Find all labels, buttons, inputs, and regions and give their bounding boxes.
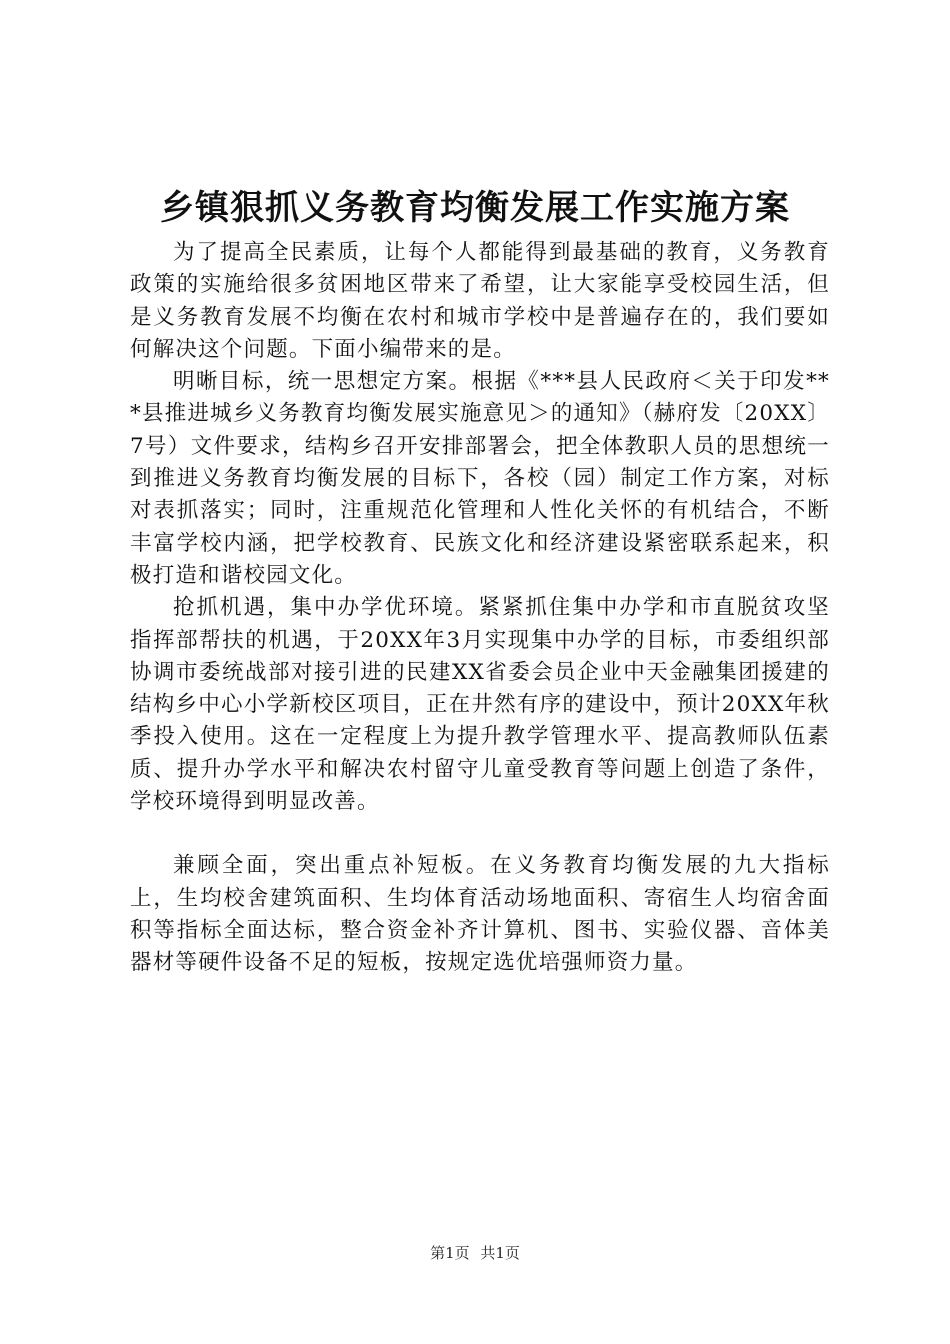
page-number: 第1页 [430,1244,470,1262]
paragraph-intro: 为了提高全民素质，让每个人都能得到最基础的教育，义务教育政策的实施给很多贫困地区带来了希望，让大家能享受校园生活，但是义务教育发展不均衡在农村和城市学校中是普遍存在的，我们要如何解决这个问题。下面小编带来的是。 [130,240,830,362]
page-footer [0,1243,950,1263]
document-title: 乡镇狠抓义务教育均衡发展工作实施方案 [160,188,790,228]
paragraph-goals: 明晰目标，统一思想定方案。根据《***县人民政府＜关于印发***县推进城乡义务教育均衡发展实施意见＞的通知》（赫府发〔20XX〕7号）文件要求，结构乡召开安排部署会，把全体教职人员的思想统一到推进义务教育均衡发展的目标下，各校（园）制定工作方案，对标对表抓落实；同时，注重规范化管理和人性化关怀的有机结合，不断丰富学校内涵，把学校教育、民族文化和经济建设紧密联系起来，积极打造和谐校园文化。 [130,369,830,588]
page-total: 共1页 [480,1244,520,1262]
paragraph-opportunity: 抢抓机遇，集中办学优环境。紧紧抓住集中办学和市直脱贫攻坚指挥部帮扶的机遇，于20XX年3月实现集中办学的目标，市委组织部协调市委统战部对接引进的民建XX省委会员企业中天金融集团援建的结构乡中心小学新校区项目，正在井然有序的建设中，预计20XX年秋季投入使用。这在一定程度上为提升教学管理水平、提高教师队伍素质、提升办学水平和解决农村留守儿童受教育等问题上创造了条件，学校环境得到明显改善。 [130,595,830,815]
document-body [130,237,830,980]
paragraph-shortcomings: 兼顾全面，突出重点补短板。在义务教育均衡发展的九大指标上，生均校舍建筑面积、生均体育活动场地面积、寄宿生人均宿舍面积等指标全面达标，整合资金补齐计算机、图书、实验仪器、音体美器材等硬件设备不足的短板，按规定选优培强师资力量。 [130,853,830,976]
